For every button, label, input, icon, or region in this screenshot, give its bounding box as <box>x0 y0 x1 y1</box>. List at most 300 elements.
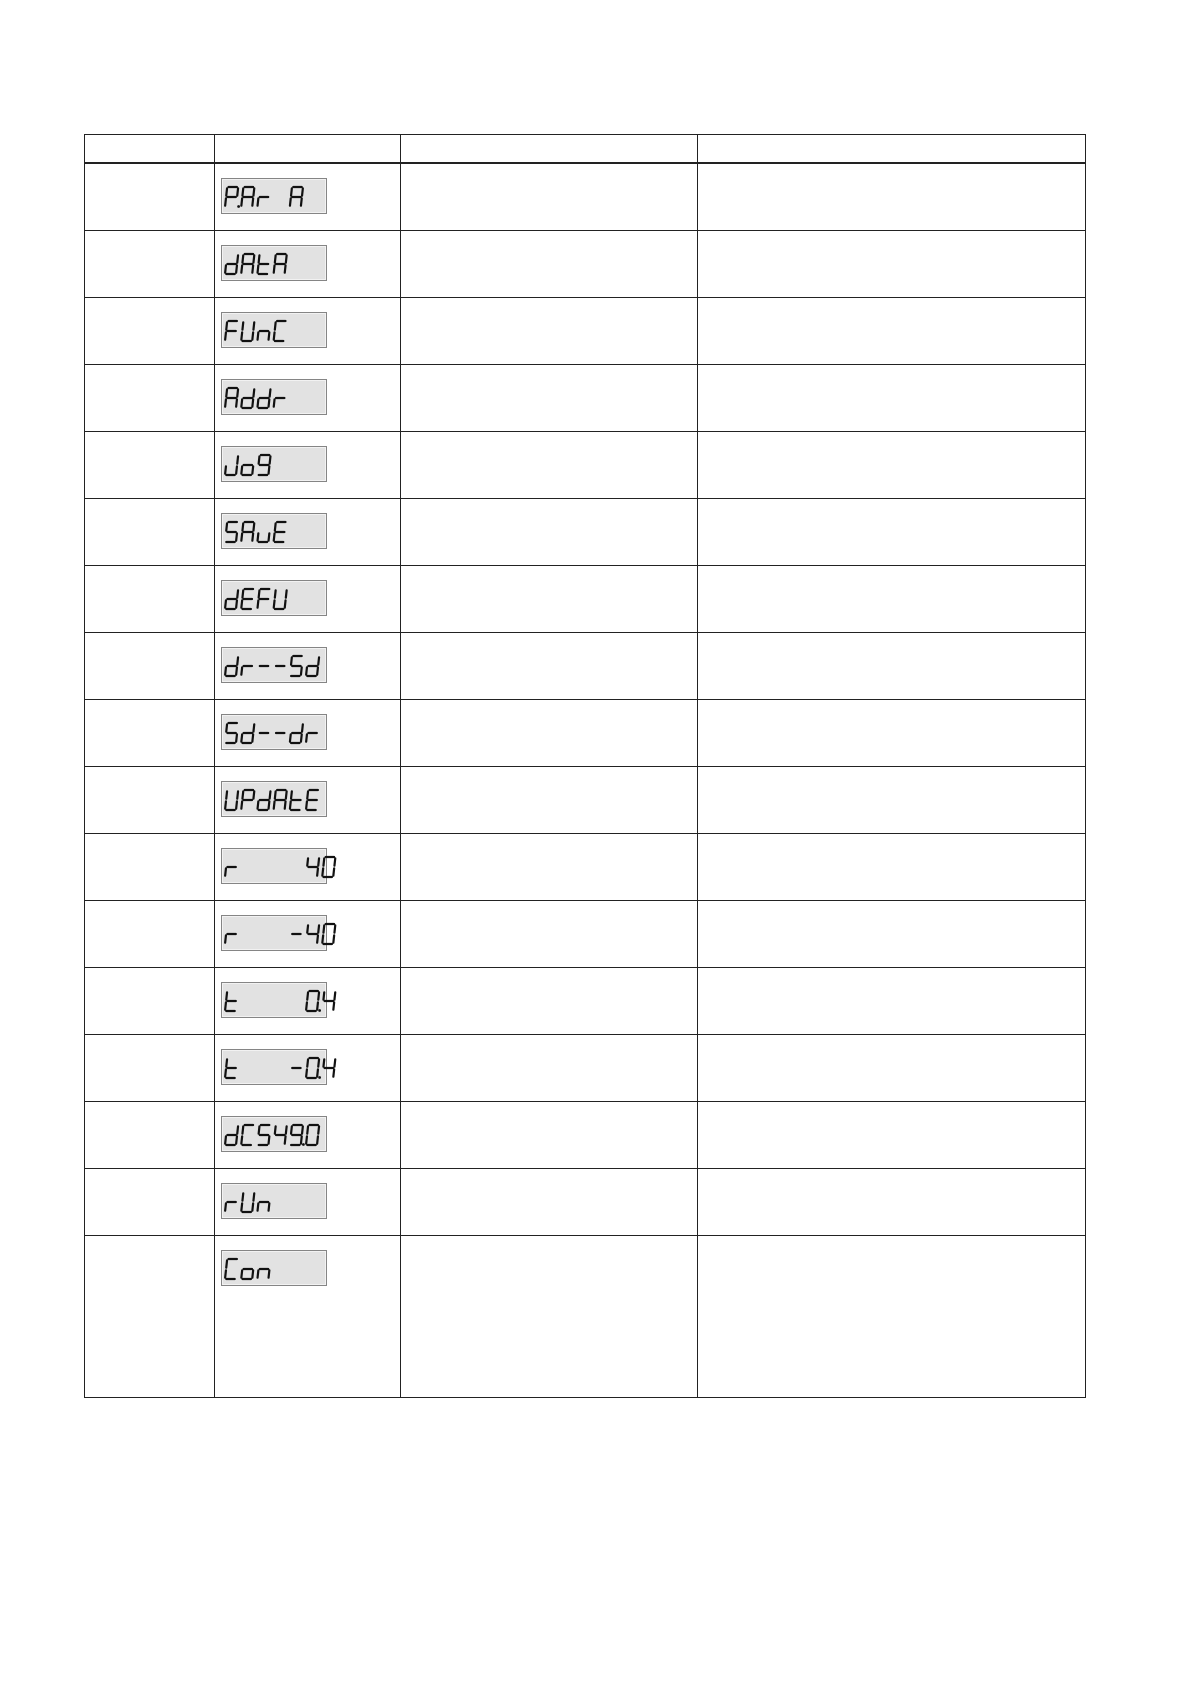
lcd-segment <box>258 1270 259 1277</box>
lcd-segment <box>226 523 227 530</box>
description-cell <box>401 498 698 565</box>
lcd-segment <box>252 533 253 540</box>
lcd-segment <box>225 868 226 875</box>
row-label-cell <box>85 1034 215 1101</box>
lcd-segment <box>236 600 237 607</box>
lcd-segment <box>286 255 287 262</box>
description-cell <box>401 699 698 766</box>
lcd-segment <box>241 734 242 741</box>
lcd-segment <box>242 255 243 262</box>
lcd-segment <box>225 198 226 205</box>
lcd-segment <box>318 858 319 865</box>
lcd-segment <box>307 1126 308 1133</box>
display-cell <box>215 1034 401 1101</box>
lcd-segment <box>226 1059 227 1066</box>
display-cell <box>215 833 401 900</box>
lcd-decimal-point <box>318 1076 321 1079</box>
lcd-segment <box>275 1126 276 1133</box>
description-cell <box>401 766 698 833</box>
row-label-cell <box>85 431 215 498</box>
table-row <box>85 364 1086 431</box>
lcd-display <box>221 848 327 884</box>
lcd-segments <box>225 721 323 745</box>
lcd-segment <box>253 188 254 195</box>
lcd-display-text <box>222 246 223 247</box>
table-row <box>85 1101 1086 1168</box>
notes-cell <box>698 498 1086 565</box>
lcd-segment <box>306 801 307 808</box>
lcd-segments <box>225 1056 323 1080</box>
lcd-segments <box>225 922 323 946</box>
lcd-segment <box>285 1136 286 1143</box>
lcd-segment <box>306 667 307 674</box>
lcd-segment <box>307 925 308 932</box>
lcd-segment <box>317 667 318 674</box>
display-cell <box>215 364 401 431</box>
display-table <box>84 134 1086 1398</box>
header-cell-2 <box>215 135 401 164</box>
lcd-segment <box>237 657 238 664</box>
description-cell <box>401 967 698 1034</box>
display-cell <box>215 699 401 766</box>
row-label-cell <box>85 297 215 364</box>
description-cell <box>401 1168 698 1235</box>
lcd-segment <box>317 1136 318 1143</box>
lcd-display <box>221 312 327 348</box>
table-row <box>85 297 1086 364</box>
lcd-segment <box>241 198 242 205</box>
lcd-segment <box>259 456 260 463</box>
lcd-segment <box>226 791 227 798</box>
lcd-segment <box>236 667 237 674</box>
lcd-segments <box>225 520 323 544</box>
lcd-segments <box>225 989 323 1013</box>
lcd-display-text <box>222 1117 223 1118</box>
display-cell <box>215 565 401 632</box>
lcd-segment <box>241 600 242 607</box>
lcd-segment <box>274 265 275 272</box>
notes-cell <box>698 1034 1086 1101</box>
lcd-segment <box>252 399 253 406</box>
lcd-decimal-point <box>318 1009 321 1012</box>
lcd-segment <box>274 332 275 339</box>
row-label-cell <box>85 364 215 431</box>
lcd-display <box>221 1049 327 1085</box>
lcd-segment <box>274 399 275 406</box>
lcd-segment <box>334 858 335 865</box>
lcd-segment <box>301 1136 302 1143</box>
lcd-segment <box>242 791 243 798</box>
lcd-segment <box>258 801 259 808</box>
description-cell <box>401 230 698 297</box>
lcd-segments <box>225 654 323 678</box>
table-row <box>85 1168 1086 1235</box>
lcd-segment <box>252 198 253 205</box>
lcd-decimal-point <box>237 205 240 208</box>
notes-cell <box>698 1235 1086 1397</box>
lcd-segment <box>242 188 243 195</box>
lcd-segment <box>285 801 286 808</box>
lcd-segment <box>237 188 238 195</box>
lcd-segment <box>269 1270 270 1277</box>
table-row <box>85 565 1086 632</box>
lcd-segment <box>307 791 308 798</box>
description-cell <box>401 297 698 364</box>
lcd-segment <box>307 858 308 865</box>
lcd-segment <box>307 992 308 999</box>
lcd-segment <box>270 791 271 798</box>
header-cell-1 <box>85 135 215 164</box>
lcd-segment <box>301 198 302 205</box>
lcd-segment <box>241 1270 242 1277</box>
lcd-segment <box>253 389 254 396</box>
row-label-cell <box>85 632 215 699</box>
lcd-segment <box>286 791 287 798</box>
lcd-segment <box>322 935 323 942</box>
lcd-segment <box>258 600 259 607</box>
lcd-display <box>221 245 327 281</box>
lcd-segment <box>241 1136 242 1143</box>
lcd-segment <box>306 1002 307 1009</box>
lcd-segment <box>306 1069 307 1076</box>
lcd-display-text <box>222 715 223 716</box>
lcd-segment <box>226 724 227 731</box>
lcd-segment <box>275 791 276 798</box>
lcd-segment <box>258 533 259 540</box>
lcd-segment <box>291 791 292 798</box>
lcd-segment <box>323 992 324 999</box>
lcd-segment <box>241 332 242 339</box>
lcd-segment <box>237 456 238 463</box>
lcd-segment <box>253 322 254 329</box>
lcd-segment <box>242 590 243 597</box>
lcd-segment <box>236 801 237 808</box>
lcd-segment <box>236 1136 237 1143</box>
lcd-display <box>221 446 327 482</box>
lcd-segment <box>334 925 335 932</box>
lcd-segment <box>301 667 302 674</box>
display-cell <box>215 1168 401 1235</box>
lcd-segment <box>269 399 270 406</box>
table-row <box>85 431 1086 498</box>
display-cell <box>215 766 401 833</box>
row-label-cell <box>85 230 215 297</box>
description-cell <box>401 1101 698 1168</box>
header-cell-3 <box>401 135 698 164</box>
lcd-segment <box>225 1136 226 1143</box>
lcd-segment <box>318 992 319 999</box>
lcd-display-text <box>222 380 223 381</box>
description-cell <box>401 431 698 498</box>
row-label-cell <box>85 833 215 900</box>
lcd-segment <box>252 734 253 741</box>
notes-cell <box>698 163 1086 230</box>
lcd-segment <box>225 466 226 473</box>
lcd-segment <box>242 1193 243 1200</box>
lcd-segment <box>274 801 275 808</box>
lcd-segment <box>323 925 324 932</box>
lcd-display-text <box>222 581 223 582</box>
lcd-display <box>221 1250 327 1286</box>
lcd-display <box>221 1116 327 1152</box>
lcd-segment <box>333 1069 334 1076</box>
table-row <box>85 230 1086 297</box>
lcd-segments <box>225 587 323 611</box>
lcd-segment <box>242 523 243 530</box>
lcd-segments <box>225 1190 323 1214</box>
row-label-cell <box>85 565 215 632</box>
lcd-segment <box>334 1059 335 1066</box>
lcd-segment <box>259 255 260 262</box>
lcd-segment <box>270 389 271 396</box>
lcd-segment <box>274 600 275 607</box>
table-row <box>85 766 1086 833</box>
lcd-segment <box>317 868 318 875</box>
row-label-cell <box>85 900 215 967</box>
lcd-segment <box>225 935 226 942</box>
lcd-segment <box>226 322 227 329</box>
lcd-display-text <box>222 514 223 515</box>
notes-cell <box>698 431 1086 498</box>
lcd-segment <box>269 1136 270 1143</box>
display-cell <box>215 431 401 498</box>
lcd-display-text <box>222 179 223 180</box>
lcd-segment <box>237 590 238 597</box>
lcd-segment <box>275 322 276 329</box>
lcd-segment <box>259 590 260 597</box>
lcd-segment <box>236 533 237 540</box>
lcd-segment <box>301 734 302 741</box>
lcd-segment <box>253 791 254 798</box>
row-label-cell <box>85 766 215 833</box>
lcd-segment <box>274 533 275 540</box>
lcd-segment <box>290 734 291 741</box>
lcd-segment <box>225 1203 226 1210</box>
lcd-decimal-point <box>302 1143 305 1146</box>
notes-cell <box>698 967 1086 1034</box>
table-row <box>85 967 1086 1034</box>
lcd-segments <box>225 453 323 477</box>
lcd-segment <box>225 1002 226 1009</box>
lcd-segment <box>241 466 242 473</box>
lcd-segments <box>225 1123 323 1147</box>
lcd-display-text <box>222 916 223 917</box>
table-header-row <box>85 135 1086 164</box>
lcd-segment <box>236 734 237 741</box>
lcd-segment <box>253 724 254 731</box>
lcd-segment <box>318 657 319 664</box>
lcd-segment <box>306 734 307 741</box>
lcd-segment <box>259 1126 260 1133</box>
lcd-segments <box>225 788 323 812</box>
description-cell <box>401 900 698 967</box>
lcd-segment <box>322 868 323 875</box>
lcd-segment <box>291 657 292 664</box>
table-body <box>85 163 1086 1397</box>
lcd-segment <box>225 1270 226 1277</box>
lcd-segment <box>334 992 335 999</box>
lcd-segment <box>269 332 270 339</box>
lcd-segment <box>318 1126 319 1133</box>
lcd-segment <box>286 1126 287 1133</box>
lcd-segments <box>225 185 323 209</box>
lcd-segment <box>253 255 254 262</box>
lcd-segment <box>241 533 242 540</box>
lcd-segment <box>253 1193 254 1200</box>
lcd-segment <box>236 265 237 272</box>
lcd-segment <box>242 1126 243 1133</box>
notes-cell <box>698 565 1086 632</box>
lcd-segment <box>318 925 319 932</box>
lcd-segment <box>275 590 276 597</box>
display-cell <box>215 230 401 297</box>
lcd-segment <box>258 1203 259 1210</box>
display-cell <box>215 1101 401 1168</box>
lcd-segments <box>225 855 323 879</box>
lcd-segment <box>226 992 227 999</box>
lcd-segment <box>317 935 318 942</box>
lcd-display <box>221 379 327 415</box>
lcd-segment <box>317 1069 318 1076</box>
lcd-display-text <box>222 983 223 984</box>
lcd-segment <box>241 1203 242 1210</box>
lcd-segment <box>237 1126 238 1133</box>
table-row <box>85 163 1086 230</box>
lcd-segment <box>242 322 243 329</box>
display-cell <box>215 498 401 565</box>
row-label-cell <box>85 498 215 565</box>
lcd-display-text <box>222 447 223 448</box>
description-cell <box>401 833 698 900</box>
lcd-segment <box>225 1069 226 1076</box>
display-cell <box>215 297 401 364</box>
lcd-display-text <box>222 648 223 649</box>
lcd-segment <box>225 265 226 272</box>
lcd-segment <box>318 1059 319 1066</box>
lcd-segments <box>225 386 323 410</box>
lcd-segment <box>225 600 226 607</box>
display-cell <box>215 900 401 967</box>
row-label-cell <box>85 1235 215 1397</box>
lcd-segment <box>226 188 227 195</box>
lcd-segment <box>285 600 286 607</box>
notes-cell <box>698 766 1086 833</box>
lcd-segment <box>302 1126 303 1133</box>
lcd-segment <box>275 523 276 530</box>
lcd-segment <box>252 332 253 339</box>
table-row <box>85 1034 1086 1101</box>
lcd-display <box>221 647 327 683</box>
lcd-segment <box>252 265 253 272</box>
lcd-segment <box>285 265 286 272</box>
lcd-segment <box>241 667 242 674</box>
lcd-display <box>221 915 327 951</box>
lcd-segment <box>252 466 253 473</box>
lcd-segment <box>258 399 259 406</box>
display-cell <box>215 632 401 699</box>
description-cell <box>401 632 698 699</box>
lcd-display-text <box>222 1251 223 1252</box>
lcd-segment <box>269 466 270 473</box>
table-row <box>85 498 1086 565</box>
lcd-segment <box>226 1260 227 1267</box>
lcd-segment <box>226 389 227 396</box>
lcd-segment <box>317 1002 318 1009</box>
lcd-segment <box>269 1203 270 1210</box>
lcd-segment <box>252 1203 253 1210</box>
lcd-segment <box>225 801 226 808</box>
lcd-segment <box>225 332 226 339</box>
lcd-segments <box>225 319 323 343</box>
lcd-segment <box>323 858 324 865</box>
lcd-segment <box>236 466 237 473</box>
lcd-segment <box>258 332 259 339</box>
lcd-segment <box>306 1136 307 1143</box>
lcd-display <box>221 513 327 549</box>
lcd-segment <box>241 265 242 272</box>
lcd-display <box>221 178 327 214</box>
row-label-cell <box>85 163 215 230</box>
lcd-display <box>221 580 327 616</box>
lcd-display-text <box>222 849 223 850</box>
lcd-display-text <box>222 1184 223 1185</box>
lcd-segment <box>302 724 303 731</box>
notes-cell <box>698 833 1086 900</box>
lcd-segment <box>237 389 238 396</box>
notes-cell <box>698 900 1086 967</box>
notes-cell <box>698 699 1086 766</box>
lcd-segment <box>290 801 291 808</box>
table-row <box>85 1235 1086 1397</box>
lcd-segment <box>323 1059 324 1066</box>
lcd-display-text <box>222 1050 223 1051</box>
lcd-segment <box>290 198 291 205</box>
table-row <box>85 900 1086 967</box>
description-cell <box>401 1235 698 1397</box>
lcd-display <box>221 714 327 750</box>
lcd-segment <box>237 255 238 262</box>
notes-cell <box>698 1101 1086 1168</box>
notes-cell <box>698 1168 1086 1235</box>
lcd-segment <box>291 1126 292 1133</box>
lcd-segment <box>307 1059 308 1066</box>
lcd-segment <box>286 590 287 597</box>
lcd-segment <box>252 1270 253 1277</box>
lcd-segment <box>225 667 226 674</box>
lcd-segment <box>258 198 259 205</box>
lcd-segment <box>333 935 334 942</box>
lcd-segment <box>275 255 276 262</box>
lcd-segment <box>269 801 270 808</box>
lcd-segment <box>270 456 271 463</box>
notes-cell <box>698 364 1086 431</box>
lcd-segment <box>253 523 254 530</box>
table-row <box>85 699 1086 766</box>
table-row <box>85 833 1086 900</box>
table-row <box>85 632 1086 699</box>
lcd-segment <box>241 399 242 406</box>
row-label-cell <box>85 1168 215 1235</box>
lcd-segment <box>236 399 237 406</box>
description-cell <box>401 364 698 431</box>
lcd-segment <box>333 868 334 875</box>
lcd-display <box>221 982 327 1018</box>
display-cell <box>215 967 401 1034</box>
row-label-cell <box>85 699 215 766</box>
lcd-segment <box>237 791 238 798</box>
lcd-display <box>221 781 327 817</box>
notes-cell <box>698 230 1086 297</box>
